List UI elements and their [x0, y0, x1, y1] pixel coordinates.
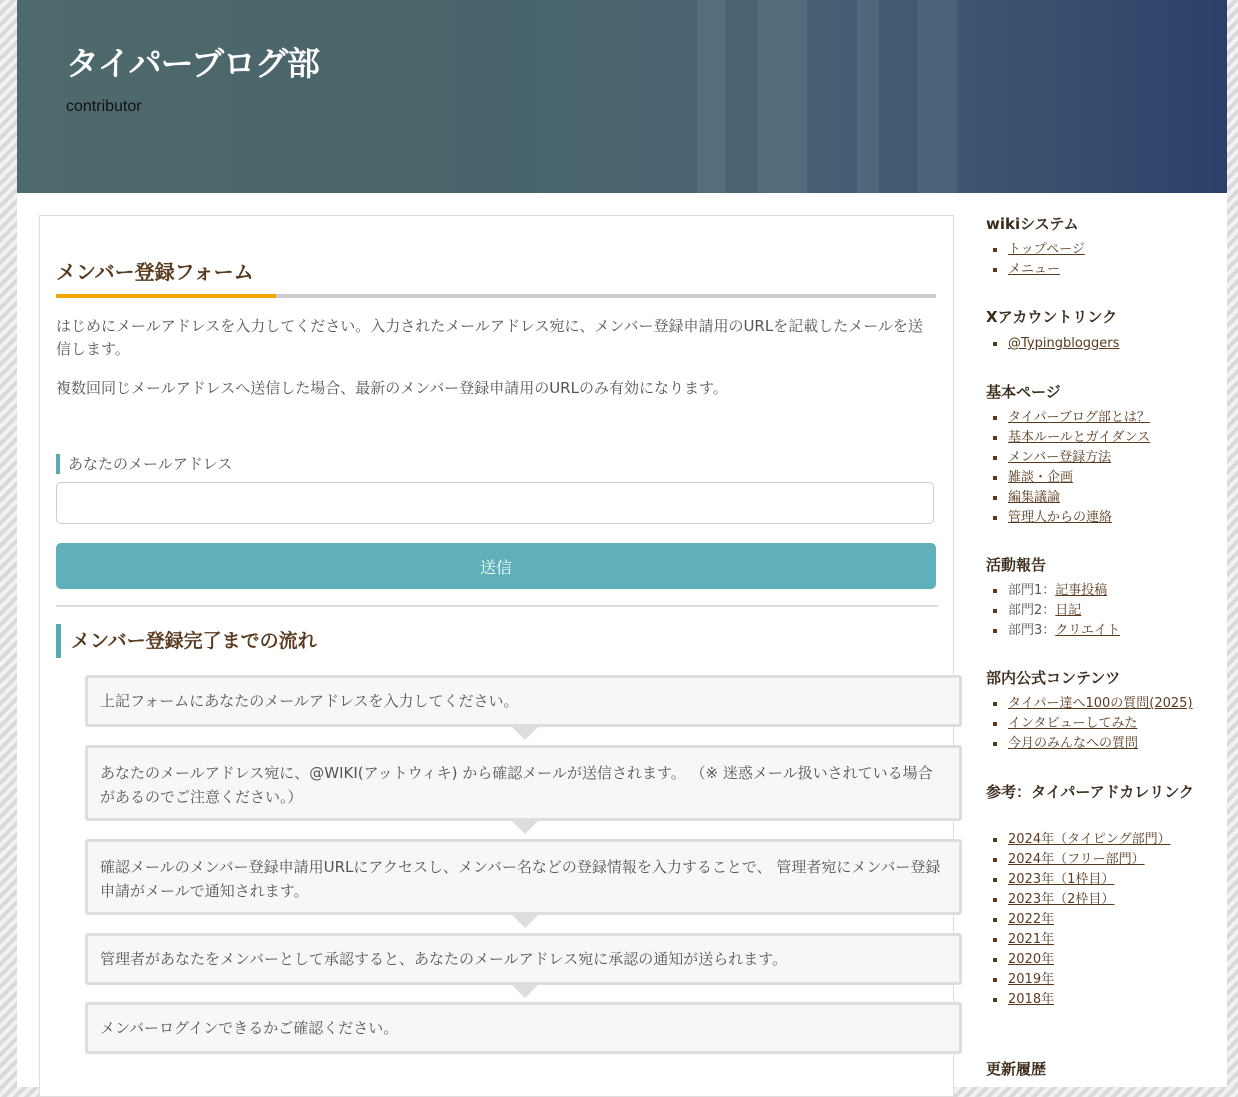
sidebar-item	[986, 488, 1150, 508]
sidebar-list-activity	[986, 581, 1120, 641]
sidebar-item	[986, 260, 1085, 280]
sidebar-item	[986, 910, 1171, 930]
sidebar-item	[986, 581, 1120, 601]
site-subtitle: contributor	[66, 98, 142, 115]
sidebar-heading-basic: 基本ページ	[986, 383, 1061, 401]
flow-title: メンバー登録完了までの流れ	[56, 624, 317, 658]
flow-step	[85, 1002, 962, 1054]
sidebar-link-advent[interactable]: 2024年（タイピング部門）	[1008, 832, 1171, 847]
sidebar-heading-wiki: wikiシステム	[986, 215, 1079, 233]
sidebar-link-interview[interactable]: インタビューしてみた	[1008, 716, 1138, 731]
sidebar-item	[986, 970, 1171, 990]
sidebar-link-admin[interactable]: 管理人からの連絡	[1008, 510, 1113, 525]
sidebar-link-advent[interactable]: 2023年（2枠目）	[1008, 892, 1115, 907]
header-decoration	[697, 0, 725, 193]
sidebar-link-top[interactable]: トップページ	[1008, 242, 1085, 257]
sidebar-item-prefix: 部門1：	[1008, 583, 1056, 598]
sidebar-item	[986, 694, 1193, 714]
sidebar-item-prefix: 部門2：	[1008, 603, 1056, 618]
intro-text: はじめにメールアドレスを入力してください。入力されたメールアドレス宛に、メンバー登録申請用のURLを記載したメールを送信します。	[56, 317, 923, 358]
flow-step	[85, 675, 962, 727]
sidebar-list-x	[986, 334, 1119, 354]
sidebar-list-basic	[986, 408, 1150, 528]
flow-step	[85, 839, 962, 915]
down-arrow-icon	[511, 726, 539, 740]
header-decoration	[917, 0, 957, 193]
sidebar-item	[986, 601, 1120, 621]
sidebar-list-advent	[986, 830, 1171, 1010]
sidebar-link-monthly-question[interactable]: 今月のみんなへの質問	[1008, 736, 1139, 751]
sidebar-list-wiki	[986, 240, 1085, 280]
sidebar-item	[986, 830, 1171, 850]
intro-note: 複数回同じメールアドレスへ送信した場合、最新のメンバー登録申請用のURLのみ有効になります。	[56, 379, 728, 397]
sidebar-item	[986, 334, 1119, 354]
sidebar-link-advent[interactable]: 2020年	[1008, 952, 1055, 967]
header-decoration	[757, 0, 807, 193]
sidebar-item	[986, 990, 1171, 1010]
site-title[interactable]: タイパーブログ部	[66, 44, 320, 83]
header-decoration	[857, 0, 879, 193]
sidebar-item	[986, 448, 1150, 468]
sidebar-link-advent[interactable]: 2022年	[1008, 912, 1055, 927]
submit-button[interactable]: 送信	[56, 543, 936, 589]
sidebar-heading-x: Xアカウントリンク	[986, 308, 1118, 326]
sidebar-heading-history: 更新履歴	[986, 1060, 1047, 1078]
sidebar-link-articles[interactable]: 記事投稿	[1055, 583, 1108, 598]
title-underline	[56, 294, 936, 298]
site-header	[17, 0, 1227, 193]
sidebar-item	[986, 408, 1150, 428]
flow-step-text: 確認メールのメンバー登録申請用URLにアクセスし、メンバー名などの登録情報を入力することで、 管理者宛にメンバー登録申請がメールで通知されます。	[100, 858, 941, 900]
sidebar-item	[986, 240, 1085, 260]
sidebar-item	[986, 621, 1120, 641]
flow-step	[85, 745, 962, 821]
sidebar-item	[986, 870, 1171, 890]
sidebar-item	[986, 850, 1171, 870]
sidebar-link-advent[interactable]: 2018年	[1008, 992, 1055, 1007]
sidebar-link-100-questions[interactable]: タイパー達へ100の質問(2025)	[1008, 696, 1193, 711]
flow-step-text: あなたのメールアドレス宛に、@WIKI(アットウィキ) から確認メールが送信されます。 （※ 迷惑メール扱いされている場合があるのでご注意ください。）	[100, 764, 933, 806]
sidebar-item	[986, 468, 1150, 488]
sidebar-list-official	[986, 694, 1193, 754]
flow-step-text: メンバーログインできるかご確認ください。	[100, 1019, 399, 1037]
sidebar-item	[986, 714, 1193, 734]
sidebar-link-menu[interactable]: メニュー	[1008, 262, 1061, 277]
email-label: あなたのメールアドレス	[56, 454, 232, 474]
sidebar-item	[986, 428, 1150, 448]
sidebar-link-rules[interactable]: 基本ルールとガイダンス	[1008, 430, 1151, 445]
sidebar-item	[986, 734, 1193, 754]
sidebar-link-advent[interactable]: 2019年	[1008, 972, 1055, 987]
main-content	[39, 215, 954, 1097]
sidebar-link-advent[interactable]: 2024年（フリー部門）	[1008, 852, 1145, 867]
sidebar-link-editing[interactable]: 編集議論	[1008, 490, 1061, 505]
sidebar-item	[986, 930, 1171, 950]
sidebar-heading-advent: 参考：タイパーアドカレリンク	[986, 783, 1194, 801]
down-arrow-icon	[511, 820, 539, 834]
page	[17, 0, 1227, 1087]
down-arrow-icon	[511, 914, 539, 928]
sidebar-link-x-account[interactable]: @Typingbloggers	[1008, 336, 1120, 351]
sidebar-link-register[interactable]: メンバー登録方法	[1008, 450, 1112, 465]
sidebar-heading-official: 部内公式コンテンツ	[986, 669, 1121, 687]
flow-step	[85, 933, 962, 985]
down-arrow-icon	[511, 984, 539, 998]
sidebar-link-advent[interactable]: 2023年（1枠目）	[1008, 872, 1115, 887]
divider	[56, 605, 938, 607]
email-input[interactable]	[56, 482, 934, 524]
sidebar-heading-activity: 活動報告	[986, 556, 1047, 574]
sidebar-item	[986, 508, 1150, 528]
sidebar-item-prefix: 部門3：	[1008, 623, 1056, 638]
sidebar-link-about[interactable]: タイパーブログ部とは？	[1008, 410, 1150, 425]
sidebar-link-create[interactable]: クリエイト	[1055, 623, 1121, 638]
flow-step-text: 管理者があなたをメンバーとして承認すると、あなたのメールアドレス宛に承認の通知が送られます。	[100, 950, 788, 968]
sidebar-link-diary[interactable]: 日記	[1055, 603, 1082, 618]
form-title: メンバー登録フォーム	[56, 260, 254, 284]
flow-step-text: 上記フォームにあなたのメールアドレスを入力してください。	[100, 692, 519, 710]
sidebar-item	[986, 950, 1171, 970]
sidebar-link-advent[interactable]: 2021年	[1008, 932, 1055, 947]
sidebar-link-chat[interactable]: 雑談・企画	[1008, 470, 1074, 485]
sidebar-item	[986, 890, 1171, 910]
